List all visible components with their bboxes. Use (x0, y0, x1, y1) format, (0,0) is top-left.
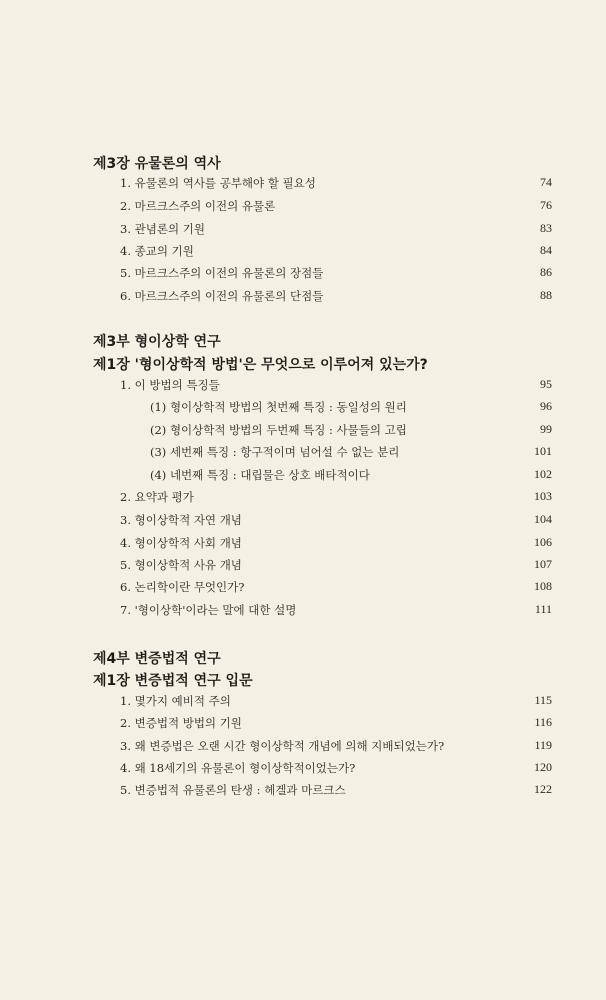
entry-label: 2. 마르크스주의 이전의 유물론 (120, 199, 276, 213)
entry-label: 6. 논리학이란 무엇인가? (120, 580, 245, 594)
entry-label: 1. 유물론의 역사를 공부해야 할 필요성 (120, 176, 316, 190)
toc-entry[interactable] (0, 782, 606, 804)
entry-page: 108 (534, 579, 552, 593)
entry-label: 6. 마르크스주의 이전의 유물론의 단점들 (120, 289, 324, 303)
entry-page: 95 (540, 377, 552, 391)
entry-page: 99 (540, 422, 552, 436)
entry-page: 84 (540, 243, 552, 257)
toc-entry[interactable] (0, 243, 606, 265)
entry-label: 4. 형이상학적 사회 개념 (120, 536, 242, 550)
entry-label: 3. 왜 변증법은 오랜 시간 형이상학적 개념에 의해 지배되었는가? (120, 739, 445, 753)
entry-page: 96 (540, 399, 552, 413)
entry-label: (1) 형이상학적 방법의 첫번째 특징 : 동일성의 원리 (150, 400, 407, 414)
entry-label: 1. 이 방법의 특징들 (120, 378, 220, 392)
entry-page: 88 (540, 288, 552, 302)
entry-page: 107 (534, 557, 552, 571)
toc-subentry[interactable] (0, 467, 606, 489)
entry-page: 111 (534, 602, 552, 616)
part-title: 제4부 변증법적 연구 (93, 651, 221, 667)
entry-page: 104 (534, 512, 552, 526)
entry-label: 3. 관념론의 기원 (120, 222, 205, 236)
toc-entry[interactable] (0, 760, 606, 782)
entry-page: 106 (534, 535, 552, 549)
entry-page: 102 (534, 467, 552, 481)
entry-label: 4. 종교의 기원 (120, 244, 194, 258)
entry-label: 1. 몇가지 예비적 주의 (120, 694, 231, 708)
entry-label: 5. 변증법적 유물론의 탄생 : 헤겔과 마르크스 (120, 783, 346, 797)
toc-entry[interactable] (0, 512, 606, 534)
entry-label: 3. 형이상학적 자연 개념 (120, 513, 242, 527)
part-title: 제3부 형이상학 연구 (93, 334, 221, 350)
chapter-title: 제3장 유물론의 역사 (93, 156, 221, 172)
entry-label: (3) 세번째 특징 : 항구적이며 넘어설 수 없는 분리 (150, 445, 400, 459)
entry-page: 76 (540, 198, 552, 212)
toc-entry[interactable] (0, 535, 606, 557)
toc-entry[interactable] (0, 221, 606, 243)
entry-page: 120 (534, 760, 552, 774)
toc-subentry[interactable] (0, 422, 606, 444)
entry-page: 122 (534, 782, 552, 796)
toc-entry[interactable] (0, 265, 606, 287)
toc-subentry[interactable] (0, 399, 606, 421)
entry-label: 2. 변증법적 방법의 기원 (120, 716, 242, 730)
entry-label: 7. '형이상학'이라는 말에 대한 설명 (120, 603, 297, 617)
entry-page: 116 (534, 715, 552, 729)
toc-entry[interactable] (0, 198, 606, 220)
entry-label: 4. 왜 18세기의 유물론이 형이상학적이었는가? (120, 761, 356, 775)
toc-entry[interactable] (0, 175, 606, 197)
toc-entry[interactable] (0, 715, 606, 737)
toc-entry[interactable] (0, 557, 606, 579)
entry-page: 119 (534, 738, 552, 752)
toc-entry[interactable] (0, 288, 606, 310)
entry-label: 5. 형이상학적 사유 개념 (120, 558, 242, 572)
entry-label: (4) 네번째 특징 : 대립물은 상호 배타적이다 (150, 468, 370, 482)
entry-label: 2. 요약과 평가 (120, 490, 194, 504)
chapter-title: 제1장 '형이상학적 방법'은 무엇으로 이루어져 있는가? (93, 357, 428, 373)
chapter-title: 제1장 변증법적 연구 입문 (93, 673, 253, 689)
entry-page: 74 (540, 175, 552, 189)
toc-entry[interactable] (0, 489, 606, 511)
entry-label: 5. 마르크스주의 이전의 유물론의 장점들 (120, 266, 324, 280)
entry-page: 86 (540, 265, 552, 279)
toc-entry[interactable] (0, 602, 606, 624)
toc-entry[interactable] (0, 377, 606, 399)
toc-entry[interactable] (0, 693, 606, 715)
entry-page: 83 (540, 221, 552, 235)
toc-subentry[interactable] (0, 444, 606, 466)
entry-page: 115 (534, 693, 552, 707)
toc-entry[interactable] (0, 738, 606, 760)
entry-page: 101 (534, 444, 552, 458)
entry-label: (2) 형이상학적 방법의 두번째 특징 : 사물들의 고립 (150, 423, 407, 437)
entry-page: 103 (534, 489, 552, 503)
toc-entry[interactable] (0, 579, 606, 601)
